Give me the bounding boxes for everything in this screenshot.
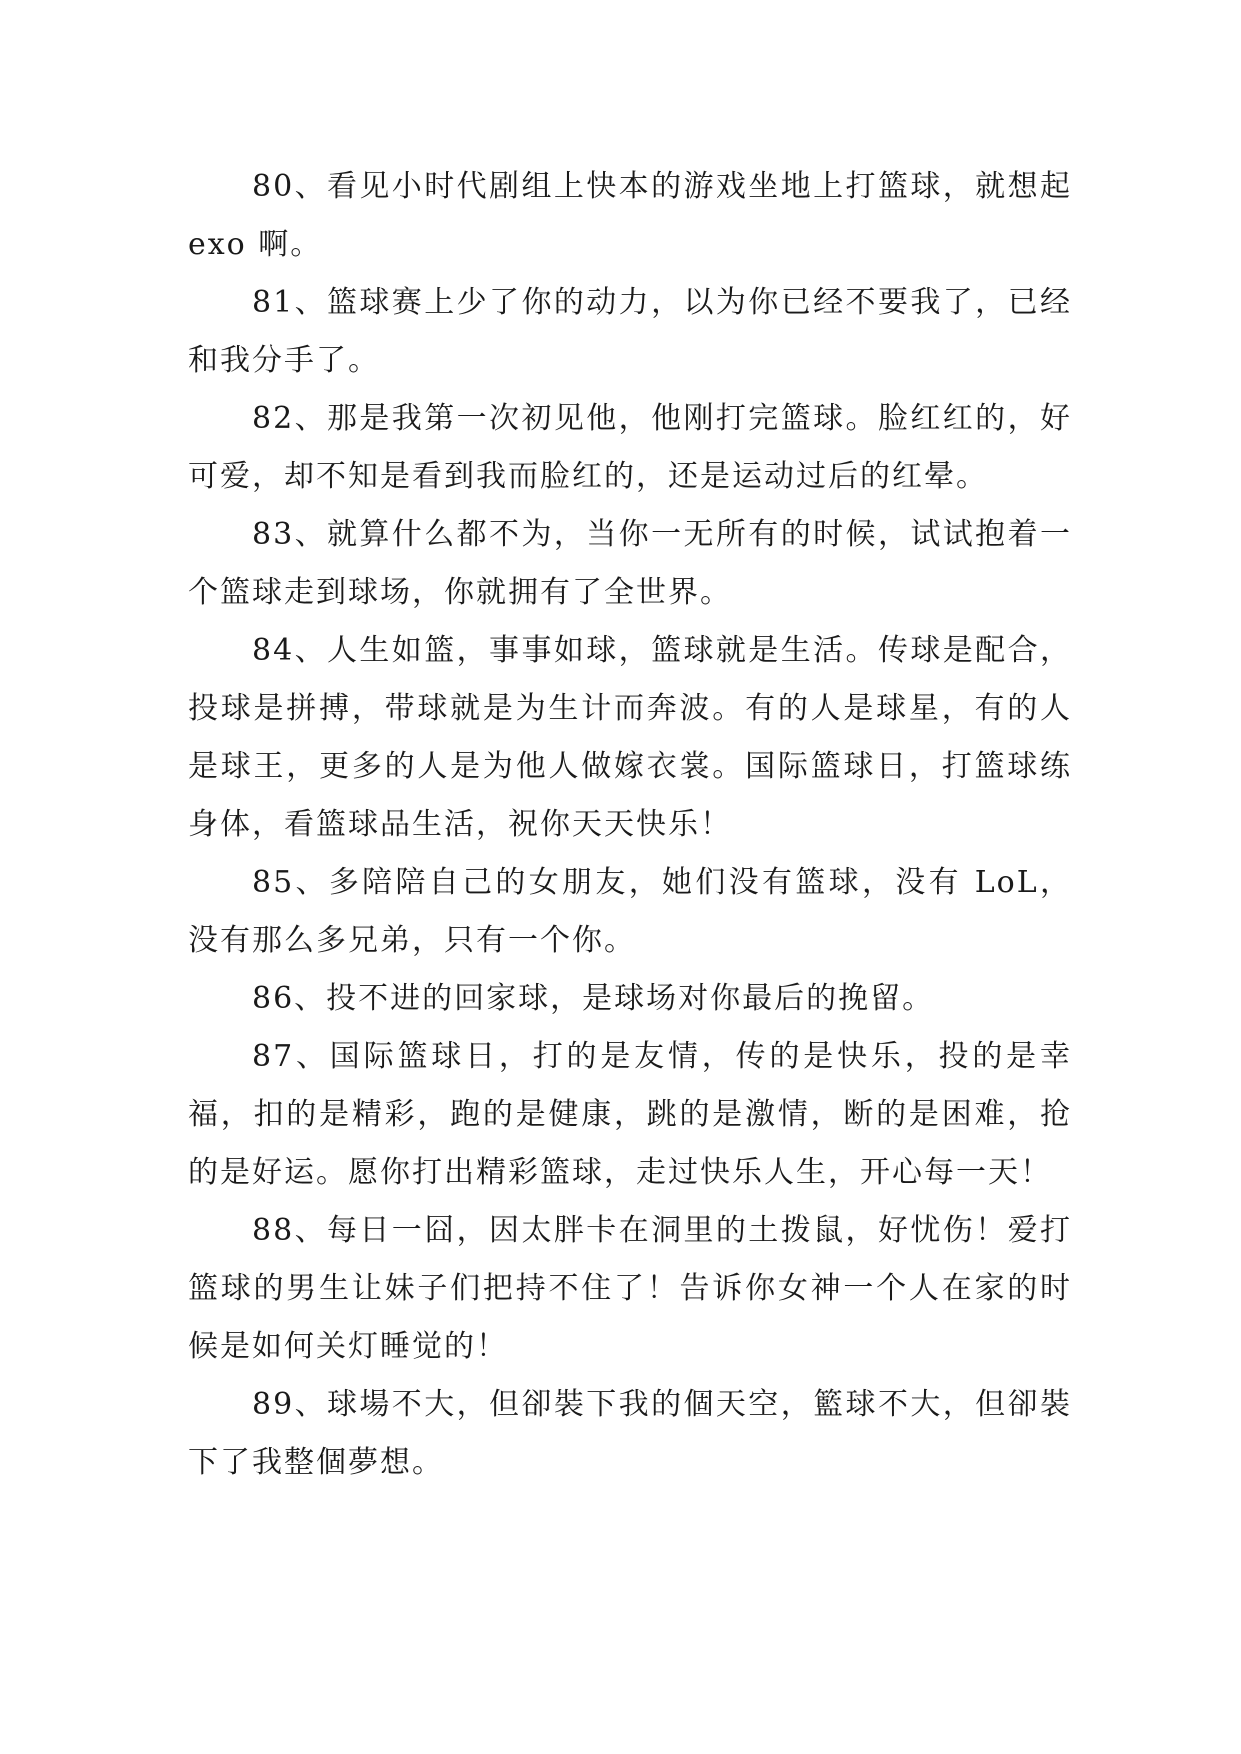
paragraph-86: 86、投不进的回家球，是球场对你最后的挽留。 <box>252 981 935 1016</box>
paragraph-89: 89、球場不大，但卻裝下我的個天空，籃球不大，但卻裝下了我整個夢想。 <box>188 1387 1072 1480</box>
paragraph-84: 84、人生如篮，事事如球，篮球就是生活。传球是配合，投球是拼搏，带球就是为生计而奔波。有的人是球星，有的人是球王，更多的人是为他人做嫁衣裳。国际篮球日，打篮球练身体，看篮球品生活，祝你天天快乐！ <box>188 633 1072 842</box>
paragraph-88: 88、每日一囧，因太胖卡在洞里的土拨鼠，好忧伤！爱打篮球的男生让妹子们把持不住了！告诉你女神一个人在家的时候是如何关灯睡觉的！ <box>188 1213 1072 1364</box>
paragraph-81: 81、篮球赛上少了你的动力，以为你已经不要我了，已经和我分手了。 <box>188 285 1072 378</box>
paragraph-82: 82、那是我第一次初见他，他刚打完篮球。脸红红的，好可爱，却不知是看到我而脸红的，还是运动过后的红晕。 <box>188 401 1072 494</box>
paragraph-87: 87、国际篮球日，打的是友情，传的是快乐，投的是幸福，扣的是精彩，跑的是健康，跳的是激情，断的是困难，抢的是好运。愿你打出精彩篮球，走过快乐人生，开心每一天！ <box>188 1039 1072 1190</box>
paragraph-85: 85、多陪陪自己的女朋友，她们没有篮球，没有 LoL，没有那么多兄弟，只有一个你。 <box>188 865 1072 958</box>
paragraph-80: 80、看见小时代剧组上快本的游戏坐地上打篮球，就想起 exo 啊。 <box>188 169 1072 262</box>
document-body <box>188 158 1072 1492</box>
paragraph-83: 83、就算什么都不为，当你一无所有的时候，试试抱着一个篮球走到球场，你就拥有了全世界。 <box>188 517 1072 610</box>
